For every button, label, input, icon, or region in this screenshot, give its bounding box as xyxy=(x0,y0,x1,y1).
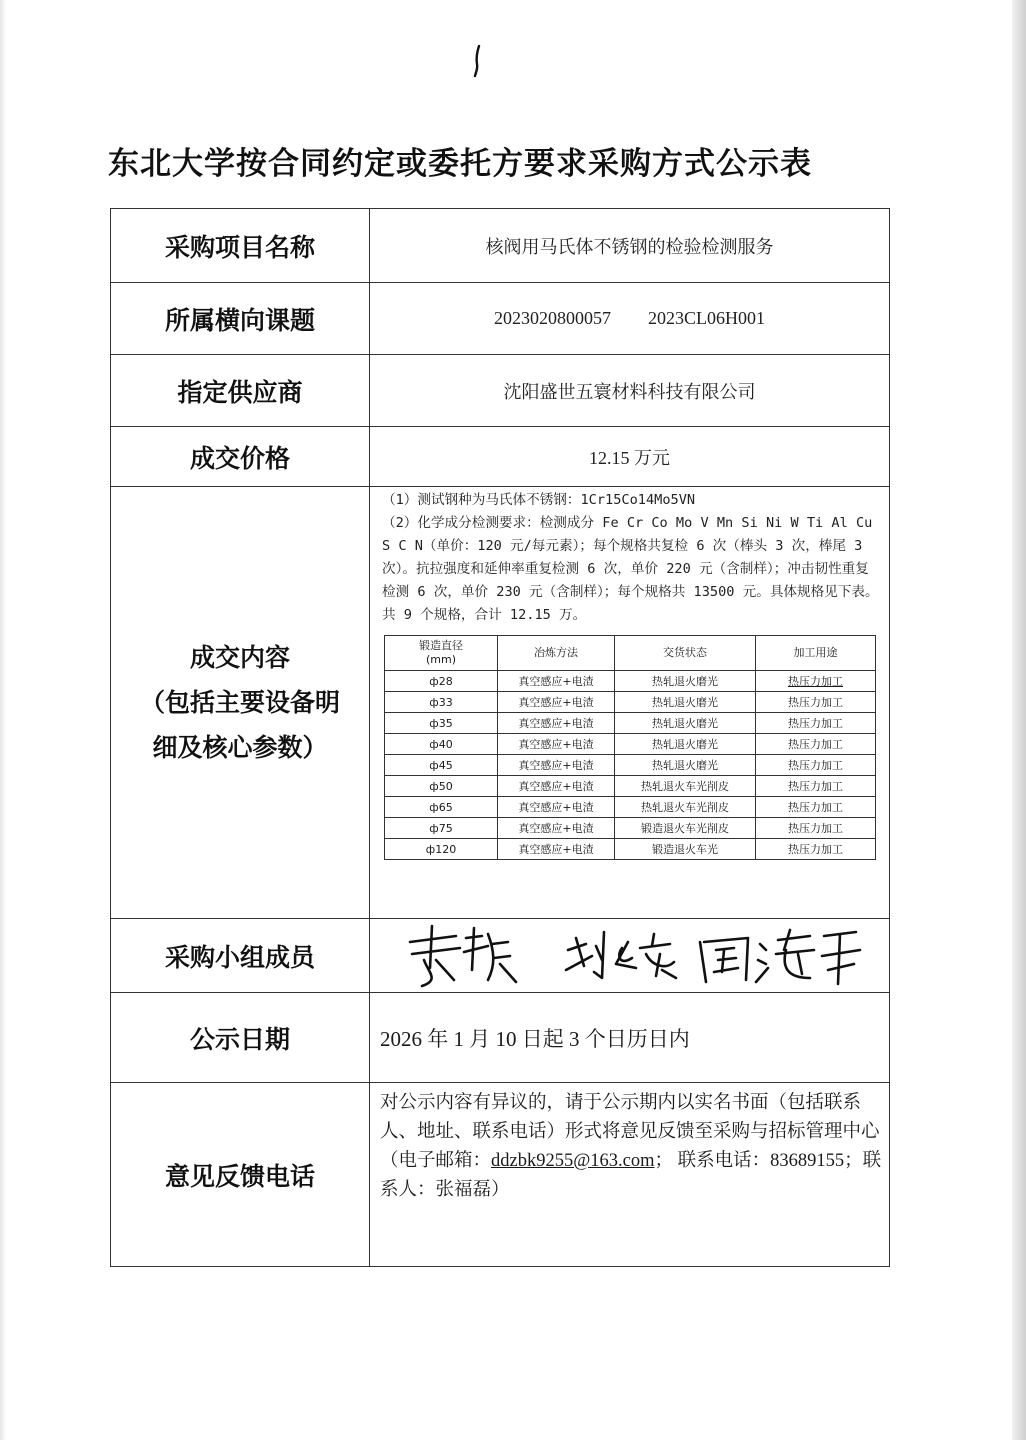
spec-cell-usage: 热压力加工 xyxy=(756,797,876,818)
spec-header-usage: 加工用途 xyxy=(756,636,876,671)
date-label: 公示日期 xyxy=(111,993,370,1083)
spec-cell-usage: 热压力加工 xyxy=(756,839,876,860)
spec-cell-method: 真空感应+电渣 xyxy=(498,755,615,776)
spec-cell-method: 真空感应+电渣 xyxy=(498,818,615,839)
spec-table-header xyxy=(385,636,876,671)
feedback-value xyxy=(370,1083,890,1267)
spec-cell-state: 热轧退火磨光 xyxy=(615,692,756,713)
table-row xyxy=(385,776,876,797)
page-edge-right xyxy=(1012,0,1026,1440)
spec-cell-state: 热轧退火磨光 xyxy=(615,734,756,755)
content-description xyxy=(382,489,882,627)
group-label: 采购小组成员 xyxy=(111,919,370,993)
content-label xyxy=(111,487,370,919)
topic-number: 2023020800057 xyxy=(494,308,611,328)
spec-cell-state: 热轧退火磨光 xyxy=(615,713,756,734)
spec-cell-diameter: ф50 xyxy=(385,776,498,797)
spec-header-diameter: 锻造直径 (mm) xyxy=(385,636,498,671)
spec-cell-diameter: ф33 xyxy=(385,692,498,713)
spec-cell-diameter: ф28 xyxy=(385,671,498,692)
signature-2 xyxy=(566,932,676,978)
spec-cell-diameter: ф120 xyxy=(385,839,498,860)
feedback-label: 意见反馈电话 xyxy=(111,1083,370,1267)
table-row xyxy=(385,671,876,692)
spec-cell-method: 真空感应+电渣 xyxy=(498,839,615,860)
table-row xyxy=(385,692,876,713)
project-name-value: 核阀用马氏体不锈钢的检验检测服务 xyxy=(370,209,890,283)
spec-cell-diameter: ф45 xyxy=(385,755,498,776)
table-row xyxy=(385,713,876,734)
spec-cell-usage: 热压力加工 xyxy=(756,755,876,776)
spec-table xyxy=(384,635,876,860)
spec-cell-usage: 热压力加工 xyxy=(756,776,876,797)
feedback-contact: ； 联系电话：83689155；联系人：张福磊） xyxy=(380,1151,882,1200)
topic-code: 2023CL06H001 xyxy=(648,308,765,328)
spec-header-method: 冶炼方法 xyxy=(498,636,615,671)
spec-cell-state: 热轧退火磨光 xyxy=(615,755,756,776)
spec-cell-usage: 热压力加工 xyxy=(756,692,876,713)
topic-label: 所属横向课题 xyxy=(111,283,370,355)
table-row xyxy=(385,755,876,776)
table-row xyxy=(385,818,876,839)
spec-cell-state: 热轧退火磨光 xyxy=(615,671,756,692)
spec-cell-method: 真空感应+电渣 xyxy=(498,713,615,734)
spec-cell-usage: 热压力加工 xyxy=(756,713,876,734)
spec-cell-diameter: ф65 xyxy=(385,797,498,818)
content-item-2: （2）化学成分检测要求：检测成分 Fe Cr Co Mo V Mn Si Ni W Ti Al Cu S C N（单价：120 元/每元素）；每个规格共复检 6 次（棒头 3 次，棒尾 3 次）。抗拉强度和延伸率重复检测 6 次，单价 220 元（含制样）；冲击韧性重复检测 6 次，单价 230 元（含制样）；每个规格共 13500 元。具体规格见下表。共 9 个规格，合计 12.15 万。 xyxy=(382,515,879,623)
date-value: 2026 年 1 月 10 日起 3 个日历日内 xyxy=(370,993,890,1083)
spec-cell-diameter: ф35 xyxy=(385,713,498,734)
spec-header-state: 交货状态 xyxy=(615,636,756,671)
content-label-line3: 细及核心参数） xyxy=(152,733,328,762)
group-signatures xyxy=(370,919,890,993)
spec-cell-method: 真空感应+电渣 xyxy=(498,734,615,755)
price-label: 成交价格 xyxy=(111,427,370,487)
table-row xyxy=(385,797,876,818)
feedback-text: 对公示内容有异议的，请于公示期内以实名书面（包括联系人、地址、联系电话）形式将意见反馈至采购与招标管理中心（电子邮箱： xyxy=(380,1093,880,1171)
spec-cell-method: 真空感应+电渣 xyxy=(498,671,615,692)
topic-value xyxy=(370,283,890,355)
spec-cell-usage: 热压力加工 xyxy=(756,671,876,692)
signature-3 xyxy=(700,930,860,984)
content-label-line2: （包括主要设备明 xyxy=(139,688,340,717)
supplier-value: 沈阳盛世五寰材料科技有限公司 xyxy=(370,355,890,427)
signature-area xyxy=(370,920,889,992)
announcement-table xyxy=(110,208,890,1267)
spec-cell-state: 热轧退火车光削皮 xyxy=(615,797,756,818)
project-name-label: 采购项目名称 xyxy=(111,209,370,283)
table-row xyxy=(385,839,876,860)
spec-cell-method: 真空感应+电渣 xyxy=(498,797,615,818)
spec-cell-state: 锻造退火车光削皮 xyxy=(615,818,756,839)
pen-mark xyxy=(472,44,482,78)
spec-cell-diameter: ф40 xyxy=(385,734,498,755)
spec-cell-method: 真空感应+电渣 xyxy=(498,692,615,713)
content-label-line1: 成交内容 xyxy=(189,643,290,672)
price-value: 12.15 万元 xyxy=(370,427,890,487)
supplier-label: 指定供应商 xyxy=(111,355,370,427)
page-edge-left xyxy=(0,0,6,1440)
spec-cell-state: 锻造退火车光 xyxy=(615,839,756,860)
page-title: 东北大学按合同约定或委托方要求采购方式公示表 xyxy=(108,146,812,182)
content-item-1: （1）测试钢种为马氏体不锈钢：1Cr15Co14Mo5VN xyxy=(382,492,696,508)
spec-cell-usage: 热压力加工 xyxy=(756,818,876,839)
content-value xyxy=(370,487,890,919)
table-row xyxy=(385,734,876,755)
spec-cell-usage: 热压力加工 xyxy=(756,734,876,755)
spec-cell-method: 真空感应+电渣 xyxy=(498,776,615,797)
spec-cell-diameter: ф75 xyxy=(385,818,498,839)
signature-1 xyxy=(410,926,516,986)
spec-cell-state: 热轧退火车光削皮 xyxy=(615,776,756,797)
feedback-email[interactable]: ddzbk9255@163.com xyxy=(491,1151,655,1171)
handwritten-signatures xyxy=(370,920,890,992)
